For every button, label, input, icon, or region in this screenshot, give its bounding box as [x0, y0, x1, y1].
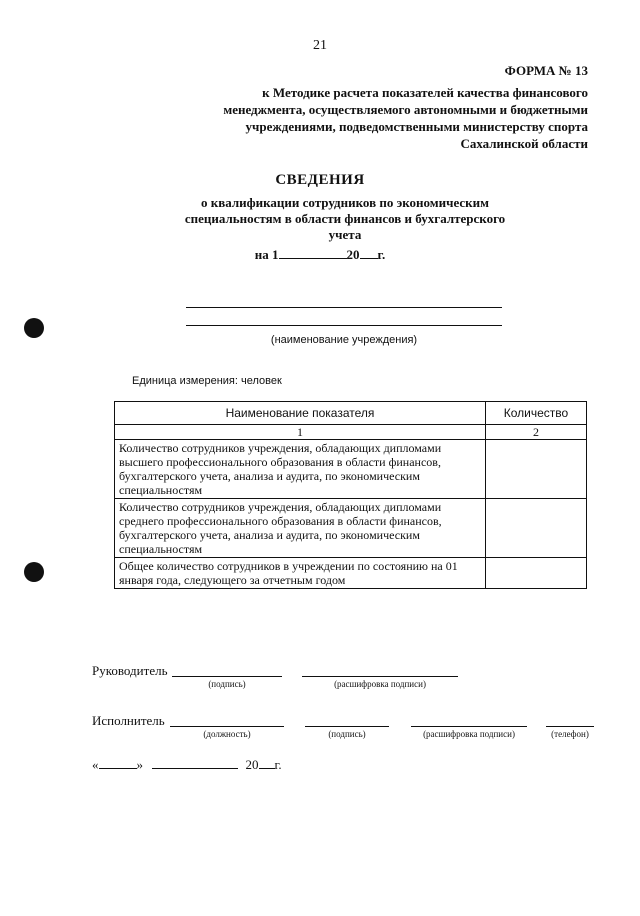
table-number-row	[115, 425, 587, 440]
table-row	[115, 558, 587, 589]
document-title: СВЕДЕНИЯ	[275, 172, 365, 188]
executor-phone-line[interactable]	[546, 726, 594, 727]
sign-date-suffix: г.	[274, 757, 282, 772]
page-number: 21	[313, 38, 327, 53]
subtitle-line: о квалификации сотрудников по экономическим	[201, 195, 489, 210]
subtitle-line: учета	[328, 227, 362, 242]
head-signature-line[interactable]	[172, 676, 282, 677]
method-reference	[168, 84, 588, 152]
method-line: Сахалинской области	[460, 136, 588, 151]
sign-year: 20	[245, 757, 259, 772]
executor-signature-line[interactable]	[305, 726, 389, 727]
institution-line-2[interactable]	[186, 325, 502, 326]
header-quantity: Количество	[486, 402, 587, 425]
quantity-cell[interactable]	[486, 440, 587, 499]
header-indicator: Наименование показателя	[115, 402, 486, 425]
quantity-cell[interactable]	[486, 558, 587, 589]
date-day-month-blank[interactable]	[279, 246, 347, 259]
date-year: 20	[346, 247, 360, 262]
institution-caption: (наименование учреждения)	[270, 334, 418, 346]
subtitle-line: специальностям в области финансов и бухгалтерского	[184, 211, 506, 226]
table-row	[115, 440, 587, 499]
institution-line-1[interactable]	[186, 307, 502, 308]
unit-label: Единица измерения: человек	[132, 375, 282, 387]
date-year-blank[interactable]	[360, 246, 378, 259]
table-header-row	[115, 402, 587, 425]
executor-position-caption: (должность)	[203, 729, 251, 739]
head-name-caption: (расшифровка подписи)	[334, 679, 426, 689]
indicator-name: Количество сотрудников учреждения, обладающих дипломами высшего профессионального образования в области финансов, бухгалтерского учета, анализа и аудита, по экономическим специальностям	[115, 440, 486, 499]
executor-name-line[interactable]	[411, 726, 527, 727]
report-date	[0, 246, 640, 263]
date-suffix: г.	[377, 247, 386, 262]
indicator-table	[114, 401, 587, 589]
head-name-line[interactable]	[302, 676, 458, 677]
method-line: учреждениями, подведомственными министерству спорта	[245, 119, 588, 134]
sign-month-blank[interactable]	[152, 756, 238, 769]
punch-hole-top	[24, 318, 44, 338]
executor-position-line[interactable]	[170, 726, 284, 727]
method-line: менеджмента, осуществляемого автономными и бюджетными	[223, 102, 588, 117]
head-label: Руководитель	[92, 663, 168, 678]
date-open-quote: «	[92, 757, 99, 772]
column-number: 1	[115, 425, 486, 440]
indicator-name: Общее количество сотрудников в учреждении по состоянию на 01 января года, следующего за отчетным годом	[115, 558, 486, 589]
column-number: 2	[486, 425, 587, 440]
form-label: ФОРМА № 13	[504, 63, 588, 78]
punch-hole-bottom	[24, 562, 44, 582]
signature-date	[92, 756, 282, 773]
method-line: к Методике расчета показателей качества финансового	[262, 85, 588, 100]
executor-phone-caption: (телефон)	[551, 729, 589, 739]
date-prefix: на 1	[254, 247, 279, 262]
indicator-name: Количество сотрудников учреждения, обладающих дипломами среднего профессионального образования в области финансов, бухгалтерского учета, анализа и аудита, по экономическим специальностям	[115, 499, 486, 558]
sign-year-blank[interactable]	[259, 756, 275, 769]
executor-signature-caption: (подпись)	[328, 729, 366, 739]
date-close-quote: »	[136, 757, 143, 772]
quantity-cell[interactable]	[486, 499, 587, 558]
sign-day-blank[interactable]	[99, 756, 137, 769]
table-row	[115, 499, 587, 558]
executor-name-caption: (расшифровка подписи)	[423, 729, 515, 739]
document-subtitle	[170, 195, 520, 243]
executor-label: Исполнитель	[92, 713, 165, 728]
head-signature-caption: (подпись)	[208, 679, 246, 689]
